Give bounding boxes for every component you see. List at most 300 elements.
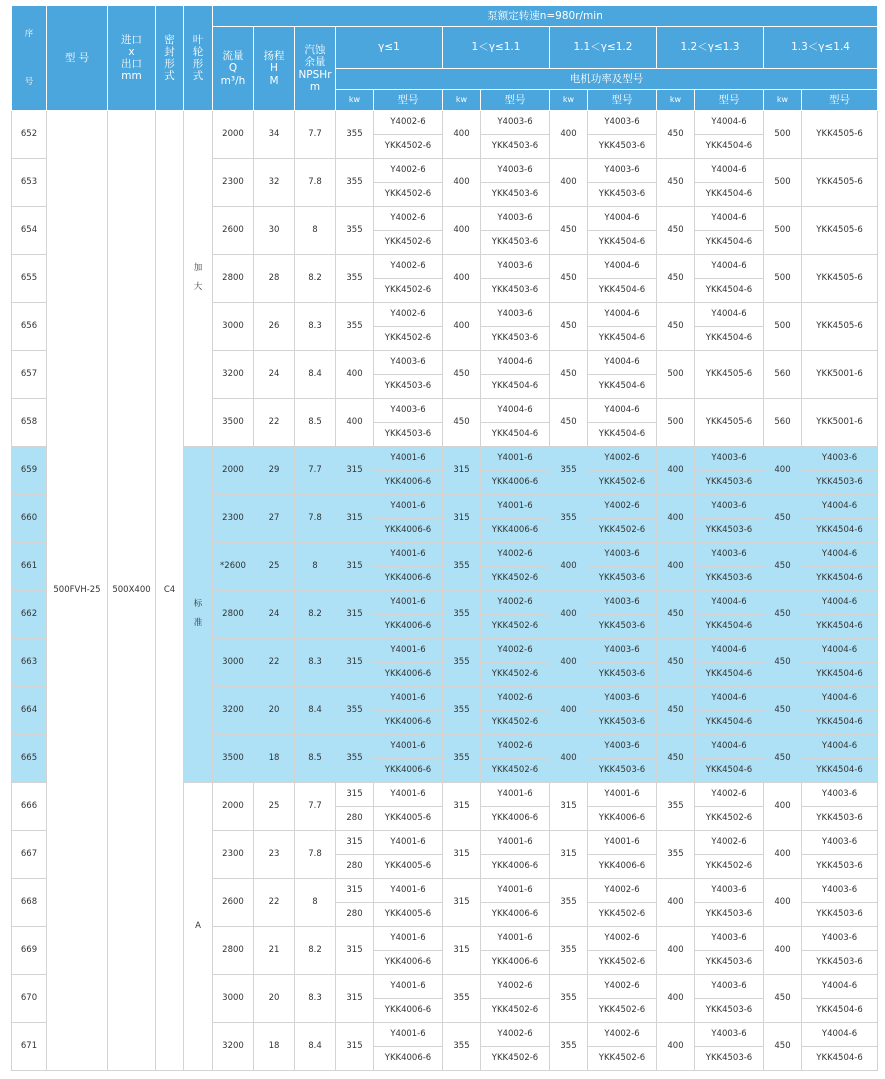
motor-model: YKK4502-6 — [481, 567, 550, 591]
power-kw: 450 — [764, 591, 802, 639]
power-kw: 400 — [657, 543, 695, 591]
header-gamma-5: 1.3＜γ≤1.4 — [764, 27, 878, 69]
motor-model: YKK4006-6 — [374, 471, 443, 495]
power-kw: 400 — [764, 927, 802, 975]
power-kw: 450 — [550, 207, 588, 255]
head-value: 25 — [254, 543, 295, 591]
header-motor-type: 型号 — [802, 90, 878, 111]
flow-value: 3500 — [213, 735, 254, 783]
head-value: 26 — [254, 303, 295, 351]
row-number: 671 — [12, 1023, 47, 1071]
head-value: 34 — [254, 111, 295, 159]
npsh-value: 7.8 — [295, 159, 336, 207]
motor-model: Y4001-6 — [374, 1023, 443, 1047]
power-kw: 450 — [764, 543, 802, 591]
motor-model: Y4002-6 — [481, 975, 550, 999]
npsh-value: 8 — [295, 207, 336, 255]
row-number: 653 — [12, 159, 47, 207]
power-kw: 280 — [336, 903, 374, 927]
motor-model: YKK4504-6 — [481, 423, 550, 447]
head-value: 23 — [254, 831, 295, 879]
npsh-value: 8.2 — [295, 255, 336, 303]
motor-model: YKK4504-6 — [695, 615, 764, 639]
header-npsh: 汽蚀 余量 NPSHr m — [295, 27, 336, 111]
motor-model: YKK4505-6 — [802, 207, 878, 255]
header-motor-type: 型号 — [588, 90, 657, 111]
power-kw: 400 — [657, 879, 695, 927]
impeller-type — [184, 447, 213, 783]
power-kw: 315 — [443, 783, 481, 831]
motor-model: Y4001-6 — [588, 783, 657, 807]
motor-model: YKK4504-6 — [802, 519, 878, 543]
motor-model: YKK4006-6 — [588, 807, 657, 831]
power-kw: 315 — [336, 879, 374, 903]
motor-model: YKK4502-6 — [481, 999, 550, 1023]
header-seal-type: 密 封 形 式 — [156, 6, 184, 111]
row-number: 655 — [12, 255, 47, 303]
header-motor-title: 电机功率及型号 — [336, 69, 878, 90]
power-kw: 450 — [657, 207, 695, 255]
motor-model: Y4004-6 — [802, 543, 878, 567]
row-number: 666 — [12, 783, 47, 831]
motor-model: YKK4006-6 — [374, 759, 443, 783]
power-kw: 400 — [657, 495, 695, 543]
power-kw: 400 — [550, 639, 588, 687]
motor-model: Y4001-6 — [481, 495, 550, 519]
motor-model: YKK4502-6 — [695, 855, 764, 879]
motor-model: Y4003-6 — [695, 1023, 764, 1047]
power-kw: 450 — [657, 159, 695, 207]
npsh-value: 8.4 — [295, 1023, 336, 1071]
motor-model: YKK4504-6 — [695, 279, 764, 303]
motor-model: Y4004-6 — [802, 735, 878, 759]
power-kw: 355 — [443, 735, 481, 783]
power-kw: 355 — [550, 975, 588, 1023]
motor-model: YKK4503-6 — [588, 711, 657, 735]
row-number: 670 — [12, 975, 47, 1023]
row-number: 669 — [12, 927, 47, 975]
impeller-type-label: A — [195, 920, 201, 931]
power-kw: 355 — [336, 735, 374, 783]
motor-model: Y4002-6 — [588, 495, 657, 519]
row-number: 658 — [12, 399, 47, 447]
header-kw: kw — [657, 90, 695, 111]
motor-model: YKK4503-6 — [374, 375, 443, 399]
power-kw: 400 — [443, 303, 481, 351]
power-kw: 450 — [657, 687, 695, 735]
pump-spec-table-container — [11, 5, 878, 1071]
motor-model: Y4003-6 — [374, 399, 443, 423]
motor-model: YKK4502-6 — [481, 615, 550, 639]
impeller-type-label: 大 — [193, 282, 203, 293]
motor-model: YKK4504-6 — [695, 231, 764, 255]
power-kw: 315 — [336, 447, 374, 495]
power-kw: 400 — [550, 591, 588, 639]
motor-model: Y4003-6 — [802, 831, 878, 855]
motor-model: Y4004-6 — [802, 687, 878, 711]
motor-model: Y4003-6 — [588, 591, 657, 615]
power-kw: 355 — [550, 495, 588, 543]
motor-model: YKK4006-6 — [374, 567, 443, 591]
motor-model: Y4004-6 — [802, 639, 878, 663]
power-kw: 450 — [550, 399, 588, 447]
motor-model: YKK4504-6 — [695, 759, 764, 783]
motor-model: Y4002-6 — [695, 783, 764, 807]
row-number: 662 — [12, 591, 47, 639]
power-kw: 500 — [764, 303, 802, 351]
motor-model: Y4003-6 — [695, 543, 764, 567]
motor-model: YKK4504-6 — [588, 279, 657, 303]
row-number: 656 — [12, 303, 47, 351]
power-kw: 355 — [550, 879, 588, 927]
motor-model: Y4002-6 — [588, 975, 657, 999]
power-kw: 355 — [443, 975, 481, 1023]
motor-model: Y4003-6 — [802, 447, 878, 471]
power-kw: 355 — [550, 927, 588, 975]
motor-model: YKK4503-6 — [802, 807, 878, 831]
power-kw: 315 — [336, 927, 374, 975]
motor-model: YKK4502-6 — [588, 519, 657, 543]
flow-value: 2600 — [213, 879, 254, 927]
head-value: 25 — [254, 783, 295, 831]
motor-model: Y4003-6 — [695, 927, 764, 951]
header-kw: kw — [764, 90, 802, 111]
motor-model: YKK4503-6 — [695, 1047, 764, 1071]
power-kw: 315 — [336, 639, 374, 687]
motor-model: YKK4502-6 — [481, 663, 550, 687]
motor-model: Y4001-6 — [374, 879, 443, 903]
power-kw: 500 — [764, 159, 802, 207]
motor-model: Y4004-6 — [802, 1023, 878, 1047]
flow-value: 2800 — [213, 927, 254, 975]
power-kw: 355 — [550, 447, 588, 495]
motor-model: YKK4006-6 — [588, 855, 657, 879]
motor-model: Y4004-6 — [695, 111, 764, 135]
flow-value: 2300 — [213, 495, 254, 543]
motor-model: YKK4504-6 — [588, 231, 657, 255]
motor-model: YKK4502-6 — [481, 1047, 550, 1071]
row-number: 668 — [12, 879, 47, 927]
npsh-value: 8.4 — [295, 687, 336, 735]
motor-model: Y4002-6 — [374, 159, 443, 183]
power-kw: 315 — [550, 831, 588, 879]
motor-model: YKK4505-6 — [802, 303, 878, 351]
motor-model: YKK4005-6 — [374, 807, 443, 831]
power-kw: 400 — [443, 207, 481, 255]
motor-model: Y4004-6 — [695, 207, 764, 231]
motor-model: Y4001-6 — [374, 687, 443, 711]
motor-model: Y4002-6 — [374, 303, 443, 327]
motor-model: Y4002-6 — [695, 831, 764, 855]
motor-model: Y4003-6 — [802, 783, 878, 807]
head-value: 22 — [254, 879, 295, 927]
motor-model: Y4004-6 — [588, 207, 657, 231]
flow-value: *2600 — [213, 543, 254, 591]
motor-model: Y4002-6 — [588, 1023, 657, 1047]
header-seq: 序 号 — [12, 6, 47, 111]
motor-model: Y4004-6 — [802, 495, 878, 519]
power-kw: 400 — [443, 255, 481, 303]
flow-value: 3000 — [213, 975, 254, 1023]
motor-model: Y4002-6 — [374, 207, 443, 231]
motor-model: YKK4006-6 — [481, 471, 550, 495]
motor-model: Y4003-6 — [588, 735, 657, 759]
motor-model: Y4001-6 — [481, 831, 550, 855]
row-number: 657 — [12, 351, 47, 399]
power-kw: 450 — [550, 351, 588, 399]
motor-model: Y4004-6 — [695, 159, 764, 183]
power-kw: 400 — [657, 1023, 695, 1071]
head-value: 18 — [254, 1023, 295, 1071]
motor-model: YKK4502-6 — [588, 999, 657, 1023]
row-number: 665 — [12, 735, 47, 783]
motor-model: Y4001-6 — [374, 975, 443, 999]
header-speed-title: 泵额定转速n=980r/min — [213, 6, 878, 27]
row-number: 663 — [12, 639, 47, 687]
motor-model: YKK4502-6 — [588, 1047, 657, 1071]
motor-model: Y4002-6 — [481, 543, 550, 567]
motor-model: Y4002-6 — [588, 879, 657, 903]
motor-model: YKK4505-6 — [695, 399, 764, 447]
motor-model: YKK4503-6 — [695, 951, 764, 975]
power-kw: 450 — [550, 255, 588, 303]
npsh-value: 8.5 — [295, 735, 336, 783]
motor-model: YKK4504-6 — [695, 183, 764, 207]
motor-model: Y4004-6 — [588, 303, 657, 327]
flow-value: 2300 — [213, 159, 254, 207]
head-value: 24 — [254, 351, 295, 399]
inlet-outlet-size: 500X400 — [108, 111, 156, 1071]
motor-model: YKK4503-6 — [481, 327, 550, 351]
npsh-value: 7.7 — [295, 783, 336, 831]
motor-model: YKK4006-6 — [374, 951, 443, 975]
flow-value: 2000 — [213, 447, 254, 495]
power-kw: 450 — [764, 735, 802, 783]
motor-model: YKK4005-6 — [374, 903, 443, 927]
table-header — [12, 6, 878, 111]
power-kw: 315 — [336, 1023, 374, 1071]
npsh-value: 7.7 — [295, 447, 336, 495]
power-kw: 315 — [336, 591, 374, 639]
power-kw: 500 — [657, 399, 695, 447]
row-number: 652 — [12, 111, 47, 159]
power-kw: 315 — [443, 879, 481, 927]
power-kw: 450 — [657, 255, 695, 303]
motor-model: Y4004-6 — [695, 591, 764, 615]
npsh-value: 8.2 — [295, 927, 336, 975]
head-value: 27 — [254, 495, 295, 543]
power-kw: 355 — [336, 207, 374, 255]
power-kw: 355 — [336, 303, 374, 351]
power-kw: 500 — [657, 351, 695, 399]
motor-model: Y4001-6 — [374, 831, 443, 855]
motor-model: YKK4006-6 — [481, 951, 550, 975]
head-value: 20 — [254, 975, 295, 1023]
motor-model: YKK4504-6 — [802, 1047, 878, 1071]
power-kw: 400 — [336, 399, 374, 447]
motor-model: YKK4503-6 — [695, 519, 764, 543]
motor-model: YKK4503-6 — [481, 183, 550, 207]
motor-model: YKK4504-6 — [802, 711, 878, 735]
flow-value: 2300 — [213, 831, 254, 879]
motor-model: Y4001-6 — [374, 783, 443, 807]
power-kw: 400 — [443, 159, 481, 207]
head-value: 22 — [254, 639, 295, 687]
power-kw: 450 — [657, 639, 695, 687]
motor-model: YKK4504-6 — [802, 759, 878, 783]
power-kw: 500 — [764, 111, 802, 159]
motor-model: Y4004-6 — [695, 639, 764, 663]
motor-model: YKK4006-6 — [374, 519, 443, 543]
motor-model: Y4003-6 — [695, 975, 764, 999]
motor-model: Y4003-6 — [802, 879, 878, 903]
motor-model: Y4004-6 — [481, 399, 550, 423]
power-kw: 355 — [336, 255, 374, 303]
motor-model: YKK4505-6 — [802, 111, 878, 159]
motor-model: Y4003-6 — [588, 543, 657, 567]
pump-spec-table — [11, 5, 878, 1071]
motor-model: Y4001-6 — [374, 543, 443, 567]
power-kw: 315 — [443, 831, 481, 879]
motor-model: Y4002-6 — [374, 111, 443, 135]
power-kw: 400 — [657, 927, 695, 975]
flow-value: 3200 — [213, 1023, 254, 1071]
motor-model: YKK4504-6 — [588, 327, 657, 351]
npsh-value: 8 — [295, 543, 336, 591]
npsh-value: 7.8 — [295, 495, 336, 543]
impeller-type-label: 标 — [193, 598, 203, 609]
motor-model: Y4001-6 — [374, 591, 443, 615]
power-kw: 400 — [550, 687, 588, 735]
power-kw: 355 — [443, 639, 481, 687]
motor-model: Y4003-6 — [481, 159, 550, 183]
motor-model: Y4004-6 — [802, 975, 878, 999]
power-kw: 280 — [336, 807, 374, 831]
motor-model: YKK4502-6 — [374, 327, 443, 351]
motor-model: YKK4503-6 — [802, 471, 878, 495]
head-value: 30 — [254, 207, 295, 255]
power-kw: 450 — [443, 399, 481, 447]
power-kw: 450 — [764, 1023, 802, 1071]
power-kw: 400 — [336, 351, 374, 399]
motor-model: Y4003-6 — [374, 351, 443, 375]
power-kw: 500 — [764, 207, 802, 255]
motor-model: YKK4504-6 — [802, 663, 878, 687]
power-kw: 315 — [336, 783, 374, 807]
motor-model: YKK4504-6 — [802, 999, 878, 1023]
flow-value: 3200 — [213, 687, 254, 735]
power-kw: 315 — [336, 543, 374, 591]
npsh-value: 8.2 — [295, 591, 336, 639]
motor-model: Y4003-6 — [481, 303, 550, 327]
motor-model: Y4001-6 — [374, 447, 443, 471]
motor-model: YKK4503-6 — [695, 471, 764, 495]
header-kw: kw — [443, 90, 481, 111]
power-kw: 400 — [764, 447, 802, 495]
motor-model: YKK4502-6 — [695, 807, 764, 831]
motor-model: YKK4505-6 — [802, 255, 878, 303]
motor-model: Y4004-6 — [588, 351, 657, 375]
header-impeller-type: 叶 轮 形 式 — [184, 6, 213, 111]
head-value: 20 — [254, 687, 295, 735]
npsh-value: 8.3 — [295, 975, 336, 1023]
power-kw: 355 — [443, 543, 481, 591]
motor-model: YKK4504-6 — [802, 615, 878, 639]
power-kw: 355 — [443, 591, 481, 639]
motor-model: Y4002-6 — [481, 591, 550, 615]
power-kw: 355 — [550, 1023, 588, 1071]
table-body — [12, 111, 878, 1071]
header-flow: 流量 Q m³/h — [213, 27, 254, 111]
motor-model: YKK4504-6 — [695, 327, 764, 351]
power-kw: 315 — [443, 927, 481, 975]
npsh-value: 8.5 — [295, 399, 336, 447]
motor-model: Y4003-6 — [481, 111, 550, 135]
power-kw: 315 — [550, 783, 588, 831]
power-kw: 355 — [657, 783, 695, 831]
motor-model: YKK4503-6 — [695, 567, 764, 591]
power-kw: 315 — [443, 447, 481, 495]
npsh-value: 8.3 — [295, 639, 336, 687]
impeller-type — [184, 783, 213, 1071]
motor-model: YKK4503-6 — [481, 135, 550, 159]
motor-model: Y4002-6 — [374, 255, 443, 279]
row-number: 667 — [12, 831, 47, 879]
power-kw: 560 — [764, 399, 802, 447]
head-value: 29 — [254, 447, 295, 495]
power-kw: 450 — [657, 111, 695, 159]
motor-model: YKK4504-6 — [588, 375, 657, 399]
pump-model: 500FVH-25 — [47, 111, 108, 1071]
power-kw: 280 — [336, 855, 374, 879]
row-number: 659 — [12, 447, 47, 495]
header-motor-type: 型号 — [695, 90, 764, 111]
motor-model: YKK4503-6 — [588, 183, 657, 207]
motor-model: Y4004-6 — [695, 735, 764, 759]
motor-model: Y4001-6 — [374, 735, 443, 759]
power-kw: 450 — [657, 303, 695, 351]
power-kw: 400 — [764, 879, 802, 927]
motor-model: YKK4502-6 — [481, 759, 550, 783]
power-kw: 400 — [657, 447, 695, 495]
impeller-type — [184, 111, 213, 447]
motor-model: YKK4503-6 — [802, 855, 878, 879]
npsh-value: 7.8 — [295, 831, 336, 879]
motor-model: Y4003-6 — [588, 639, 657, 663]
motor-model: YKK4006-6 — [374, 615, 443, 639]
power-kw: 315 — [336, 495, 374, 543]
header-model: 型 号 — [47, 6, 108, 111]
header-gamma-4: 1.2＜γ≤1.3 — [657, 27, 764, 69]
motor-model: Y4001-6 — [481, 879, 550, 903]
motor-model: Y4001-6 — [481, 447, 550, 471]
npsh-value: 8.3 — [295, 303, 336, 351]
npsh-value: 8 — [295, 879, 336, 927]
header-gamma-1: γ≤1 — [336, 27, 443, 69]
power-kw: 315 — [336, 975, 374, 1023]
row-number: 654 — [12, 207, 47, 255]
table-row — [12, 111, 878, 135]
motor-model: YKK4502-6 — [374, 231, 443, 255]
motor-model: Y4004-6 — [588, 255, 657, 279]
power-kw: 450 — [657, 735, 695, 783]
flow-value: 2000 — [213, 783, 254, 831]
power-kw: 400 — [764, 783, 802, 831]
motor-model: YKK4502-6 — [374, 135, 443, 159]
motor-model: Y4001-6 — [374, 495, 443, 519]
motor-model: YKK4503-6 — [802, 903, 878, 927]
motor-model: Y4002-6 — [481, 639, 550, 663]
